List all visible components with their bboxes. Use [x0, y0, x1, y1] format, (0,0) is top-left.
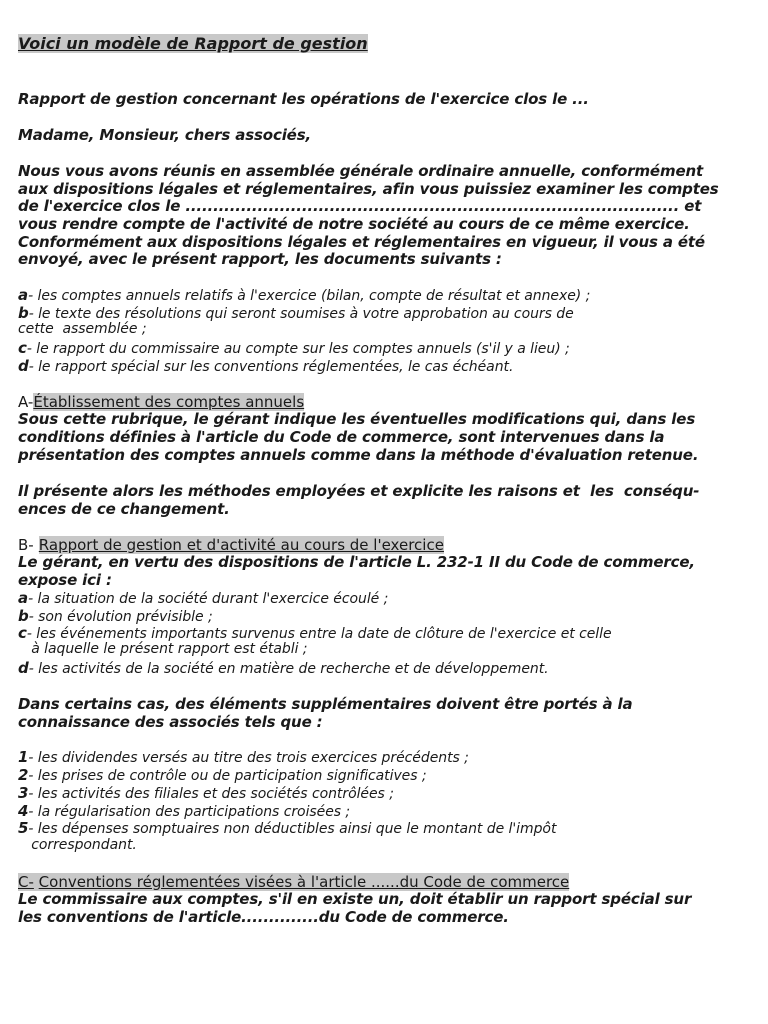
section-c-line: Le commissaire aux comptes, s'il en existe un, doit établir un rapport spécial sur [18, 890, 692, 908]
section-c-line: les conventions de l'article..............du Code de commerce. [18, 908, 509, 926]
numbered-item: 1- les dividendes versés au titre des trois exercices précédents ; [18, 748, 469, 766]
section-c-heading: C- Conventions réglementées visées à l'article ......du Code de commerce [18, 873, 570, 891]
section-b-line: connaissance des associés tels que : [18, 713, 323, 731]
section-b-item: c- les événements importants survenus entre la date de clôture de l'exercice et celle [18, 624, 612, 642]
para1-line: Nous vous avons réunis en assemblée générale ordinaire annuelle, conformément [18, 162, 704, 180]
doc-item: b- le texte des résolutions qui seront soumises à votre approbation au cours de [18, 304, 574, 322]
section-a-line: ences de ce changement. [18, 500, 230, 518]
numbered-item: 2- les prises de contrôle ou de participation significatives ; [18, 766, 427, 784]
greeting: Madame, Monsieur, chers associés, [18, 126, 312, 144]
numbered-item-continuation: correspondant. [18, 837, 137, 853]
section-a-heading: A-Établissement des comptes annuels [18, 393, 305, 411]
report-intro: Rapport de gestion concernant les opérations de l'exercice clos le ... [18, 90, 589, 108]
section-b-item: d- les activités de la société en matière de recherche et de développement. [18, 659, 549, 677]
section-a-line: Sous cette rubrique, le gérant indique les éventuelles modifications qui, dans les [18, 410, 696, 428]
para1-line: de l'exercice clos le ......................................................................................... et [18, 197, 702, 215]
section-b-item-continuation: à laquelle le présent rapport est établi ; [18, 641, 308, 657]
doc-item: d- le rapport spécial sur les conventions réglementées, le cas échéant. [18, 357, 514, 375]
doc-item: a- les comptes annuels relatifs à l'exercice (bilan, compte de résultat et annexe) ; [18, 286, 591, 304]
numbered-item: 4- la régularisation des participations croisées ; [18, 802, 351, 820]
section-a-line: Il présente alors les méthodes employées et explicite les raisons et les conséqu- [18, 482, 700, 500]
para1-line: envoyé, avec le présent rapport, les documents suivants : [18, 250, 502, 268]
document-title: Voici un modèle de Rapport de gestion [18, 34, 368, 53]
section-a-line: conditions définies à l'article du Code de commerce, sont intervenues dans la [18, 428, 665, 446]
para1-line: aux dispositions légales et réglementaires, afin vous puissiez examiner les comptes [18, 180, 719, 198]
section-a-line: présentation des comptes annuels comme dans la méthode d'évaluation retenue. [18, 446, 699, 464]
doc-item: c- le rapport du commissaire au compte sur les comptes annuels (s'il y a lieu) ; [18, 339, 570, 357]
section-b-line: Dans certains cas, des éléments supplémentaires doivent être portés à la [18, 695, 633, 713]
doc-item-continuation: cette assemblée ; [18, 321, 147, 337]
section-b-item: a- la situation de la société durant l'exercice écoulé ; [18, 589, 389, 607]
section-b-item: b- son évolution prévisible ; [18, 607, 213, 625]
section-b-line: expose ici : [18, 571, 112, 589]
numbered-item: 5- les dépenses somptuaires non déductibles ainsi que le montant de l'impôt [18, 819, 557, 837]
para1-line: Conformément aux dispositions légales et réglementaires en vigueur, il vous a été [18, 233, 705, 251]
para1-line: vous rendre compte de l'activité de notre société au cours de ce même exercice. [18, 215, 690, 233]
numbered-item: 3- les activités des filiales et des sociétés contrôlées ; [18, 784, 394, 802]
section-b-line: Le gérant, en vertu des dispositions de l'article L. 232-1 II du Code de commerce, [18, 553, 695, 571]
section-b-heading: B- Rapport de gestion et d'activité au cours de l'exercice [18, 536, 444, 554]
